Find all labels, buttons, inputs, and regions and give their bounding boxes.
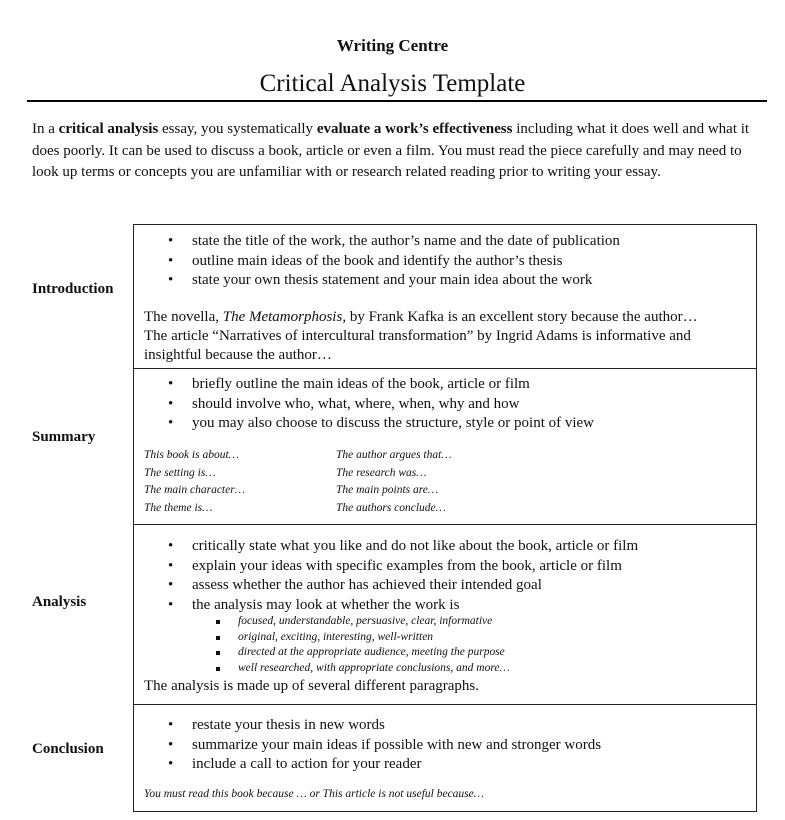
example-text-3: The article “Narratives of intercultural transformation” by Ingrid Adams is informative and insightful because the author… [144,328,691,363]
list-item: • explain your ideas with specific examples from the book, article or film [166,557,638,577]
analysis-label: Analysis [32,594,87,610]
summary-phrases-right [336,447,452,517]
title-rule [27,100,767,102]
list-item: • state your own thesis statement and your main idea about the work [166,271,620,291]
list-item: • you may also choose to discuss the structure, style or point of view [166,414,594,434]
intro-paragraph [32,119,762,184]
list-item: • assess whether the author has achieved their intended goal [166,576,638,596]
list-item: focused, understandable, persuasive, clear, informative [214,614,510,630]
list-item: • restate your thesis in new words [166,716,601,736]
analysis-box [133,524,757,705]
summary-label: Summary [32,429,96,445]
intro-bold-2: evaluate a work’s effectiveness [316,121,513,137]
phrase: The theme is… [144,501,213,514]
example-work-title: The Metamorphosis [222,309,343,325]
org-name: Writing Centre [336,36,449,55]
intro-text-2: essay, you systematically [158,121,317,137]
list-item: • the analysis may look at whether the work is [166,596,638,616]
summary-box [133,368,757,525]
phrase: The main character… [144,484,245,496]
list-item: original, exciting, interesting, well-written [214,630,510,646]
list-item: well researched, with appropriate conclusions, and more… [214,661,510,677]
list-item: • briefly outline the main ideas of the book, article or film [166,375,594,395]
page-title: Critical Analysis Template [259,70,526,97]
intro-text-1: In a [32,121,59,137]
conclusion-example: You must read this book because … or This article is not useful because… [144,788,484,800]
example-text-2: , by Frank Kafka is an excellent story because the author… [342,309,698,325]
list-item: • outline main ideas of the book and identify the author’s thesis [166,252,620,272]
analysis-closing: The analysis is made up of several different paragraphs. [144,678,480,694]
list-item: • summarize your main ideas if possible with new and stronger words [166,736,601,756]
list-item: directed at the appropriate audience, meeting the purpose [214,645,510,661]
conclusion-bullets [166,716,601,775]
summary-phrases-left [144,447,245,517]
phrase: This book is about… [144,449,239,461]
conclusion-label: Conclusion [32,741,104,757]
introduction-label: Introduction [32,281,114,297]
introduction-box [133,224,757,369]
phrase: The authors conclude… [336,501,446,514]
intro-bold-1: critical analysis [58,121,159,137]
introduction-bullets [166,232,620,291]
phrase: The setting is… [144,466,216,479]
introduction-example [144,308,744,365]
summary-bullets [166,375,594,434]
list-item: • critically state what you like and do not like about the book, article or film [166,537,638,557]
intro-text-3: including what it does well and what it does poorly. It can be used to discuss a book, article or even a film. You must read the piece carefully and may need to look up terms or concepts you are unfamiliar with or research related reading prior to writing your essay. [32,121,750,180]
phrase: The author argues that… [336,449,452,461]
list-item: • state the title of the work, the author’s name and the date of publication [166,232,620,252]
phrase: The research was… [336,466,427,479]
analysis-bullets [166,537,638,615]
conclusion-box [133,704,757,812]
example-text-1: The novella, [144,309,223,325]
list-item: • should involve who, what, where, when, why and how [166,395,594,415]
list-item: • include a call to action for your reader [166,755,601,775]
analysis-sub-bullets [214,614,510,676]
phrase: The main points are… [336,484,439,496]
